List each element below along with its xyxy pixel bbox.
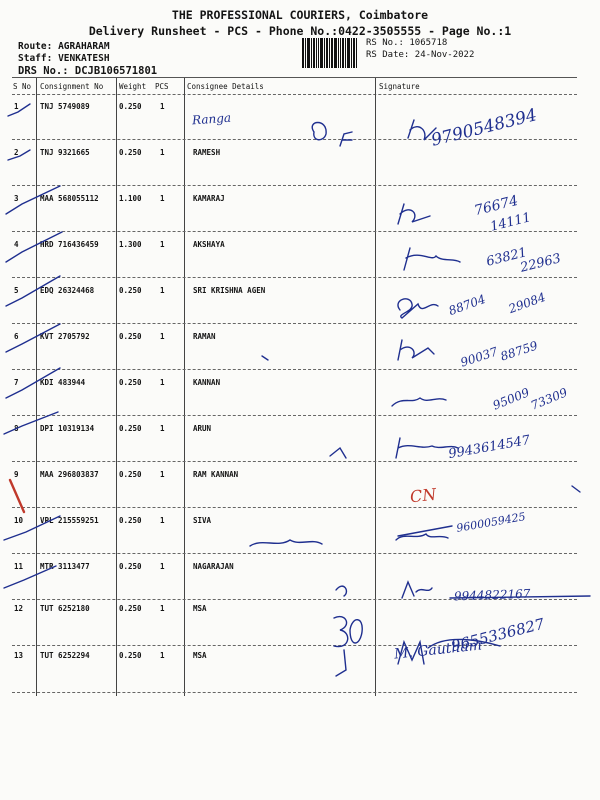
row-pcs: 1 [160, 516, 165, 525]
row-sno: 1 [14, 102, 19, 111]
row-consignment: VPL 215559251 [40, 516, 99, 525]
row-divider [12, 277, 577, 278]
row-pcs: 1 [160, 604, 165, 613]
row-divider [12, 553, 577, 554]
row-pcs: 1 [160, 148, 165, 157]
row-weight: 0.250 [119, 286, 142, 295]
row-divider [12, 185, 577, 186]
staff-value: VENKATESH [58, 53, 110, 64]
col-header-sno: S No [13, 82, 32, 91]
row-pcs: 1 [160, 332, 165, 341]
row-pcs: 1 [160, 424, 165, 433]
row-consignment: HRD 716436459 [40, 240, 99, 249]
rs-date-value: 24-Nov-2022 [414, 50, 475, 60]
row-sno: 6 [14, 332, 19, 341]
handwritten-phone: 76674 [472, 192, 520, 220]
row-consignment: MAA 296803837 [40, 470, 99, 479]
row-weight: 0.250 [119, 562, 142, 571]
column-divider [375, 78, 376, 696]
col-header-weight: Weight [119, 82, 147, 91]
handwritten-phone: 63821 [484, 245, 529, 270]
handwritten-phone: 9944822167 [453, 586, 531, 604]
row-consignment: TNJ 5749089 [40, 102, 90, 111]
company-title: THE PROFESSIONAL COURIERS, Coimbatore [171, 8, 429, 22]
handwritten-phone: 14111 [488, 210, 533, 235]
handwritten-phone: 73309 [528, 385, 570, 413]
route-label: Route: [18, 41, 53, 52]
row-consignee: SRI KRISHNA AGEN [193, 286, 266, 295]
staff-label: Staff: [18, 53, 53, 64]
route-line [18, 41, 110, 52]
col-header-consignment: Consignment No [40, 82, 104, 91]
row-sno: 9 [14, 470, 19, 479]
row-consignment: KVT 2705792 [40, 332, 90, 341]
row-pcs: 1 [160, 286, 165, 295]
row-sno: 4 [14, 240, 19, 249]
handwritten-phone: 95009 [490, 385, 532, 413]
row-consignee: RAMAN [193, 332, 216, 341]
staff-line [18, 53, 110, 64]
rs-date-label: RS Date: [366, 50, 410, 60]
row-pcs: 1 [160, 240, 165, 249]
row-divider [12, 415, 577, 416]
row-pcs: 1 [160, 102, 165, 111]
row-consignee: NAGARAJAN [193, 562, 234, 571]
row-divider [12, 507, 577, 508]
row-pcs: 1 [160, 194, 165, 203]
handwritten-phone: 9600059425 [455, 510, 527, 535]
row-consignment: TUT 6252294 [40, 651, 90, 660]
column-divider [116, 78, 117, 696]
handwritten-phone: 29084 [506, 289, 548, 317]
row-pcs: 1 [160, 470, 165, 479]
rs-no-line [366, 38, 447, 48]
row-pcs: 1 [160, 378, 165, 387]
handwritten-phone: 22963 [518, 251, 563, 276]
row-sno: 10 [14, 516, 24, 525]
rs-no-value: 1065718 [409, 38, 448, 48]
row-consignee: ARUN [193, 424, 212, 433]
handwritten-phone: 9790548394 [429, 105, 539, 151]
row-weight: 1.300 [119, 240, 142, 249]
row-weight: 1.100 [119, 194, 142, 203]
row-consignee: MSA [193, 651, 207, 660]
handwritten-name: Ranga [191, 110, 232, 128]
row-weight: 0.250 [119, 604, 142, 613]
row-sno: 2 [14, 148, 19, 157]
row-consignee: KANNAN [193, 378, 221, 387]
row-consignment: TUT 6252180 [40, 604, 90, 613]
rs-no-label: RS No.: [366, 38, 404, 48]
row-consignee: AKSHAYA [193, 240, 225, 249]
col-header-signature: Signature [379, 82, 420, 91]
row-weight: 0.250 [119, 470, 142, 479]
row-pcs: 1 [160, 562, 165, 571]
row-sno: 5 [14, 286, 19, 295]
row-consignee: SIVA [193, 516, 212, 525]
rs-date-line [366, 50, 474, 60]
row-consignee: RAMESH [193, 148, 221, 157]
row-consignment: KDI 483944 [40, 378, 86, 387]
runsheet-title: Delivery Runsheet - PCS - Phone No.:0422-3505555 - Page No.:1 [88, 24, 512, 38]
row-sno: 11 [14, 562, 24, 571]
barcode-image [302, 38, 358, 68]
drs-line [18, 65, 157, 77]
handwritten-phone: 88759 [498, 338, 540, 364]
handwritten-phone: 88704 [446, 291, 488, 319]
row-divider [12, 139, 577, 140]
row-consignee: KAMARAJ [193, 194, 225, 203]
table-header-divider [12, 94, 577, 95]
route-value: AGRAHARAM [58, 41, 110, 52]
row-weight: 0.250 [119, 148, 142, 157]
row-consignment: TNJ 9321665 [40, 148, 90, 157]
row-divider [12, 369, 577, 370]
handwritten-phone: 9655336827 [449, 614, 547, 656]
col-header-consignee: Consignee Details [187, 82, 264, 91]
row-divider [12, 323, 577, 324]
handwritten-name: M. Gautham [393, 637, 483, 663]
row-consignment: DPI 10319134 [40, 424, 95, 433]
row-weight: 0.250 [119, 378, 142, 387]
handwritten-phone: 90037 [458, 344, 500, 370]
row-weight: 0.250 [119, 651, 142, 660]
row-consignment: EDQ 26324468 [40, 286, 95, 295]
row-consignment: MAA 568055112 [40, 194, 99, 203]
table-top-border [12, 77, 577, 78]
row-weight: 0.250 [119, 424, 142, 433]
col-header-pcs: PCS [155, 82, 169, 91]
row-weight: 0.250 [119, 516, 142, 525]
row-sno: 8 [14, 424, 19, 433]
row-weight: 0.250 [119, 102, 142, 111]
table-bottom-border [12, 692, 577, 693]
row-pcs: 1 [160, 651, 165, 660]
drs-value: DCJB106571801 [74, 65, 158, 77]
row-consignment: MTR 3113477 [40, 562, 90, 571]
handwritten-phone: 9943614547 [447, 432, 532, 463]
row-divider [12, 461, 577, 462]
row-sno: 12 [14, 604, 24, 613]
row-sno: 7 [14, 378, 19, 387]
column-divider [36, 78, 37, 696]
row-weight: 0.250 [119, 332, 142, 341]
handwritten-initials: CN [409, 484, 438, 507]
column-divider [184, 78, 185, 696]
row-sno: 3 [14, 194, 19, 203]
drs-label: DRS No.: [18, 65, 69, 77]
row-sno: 13 [14, 651, 24, 660]
row-consignee: MSA [193, 604, 207, 613]
row-consignee: RAM KANNAN [193, 470, 239, 479]
